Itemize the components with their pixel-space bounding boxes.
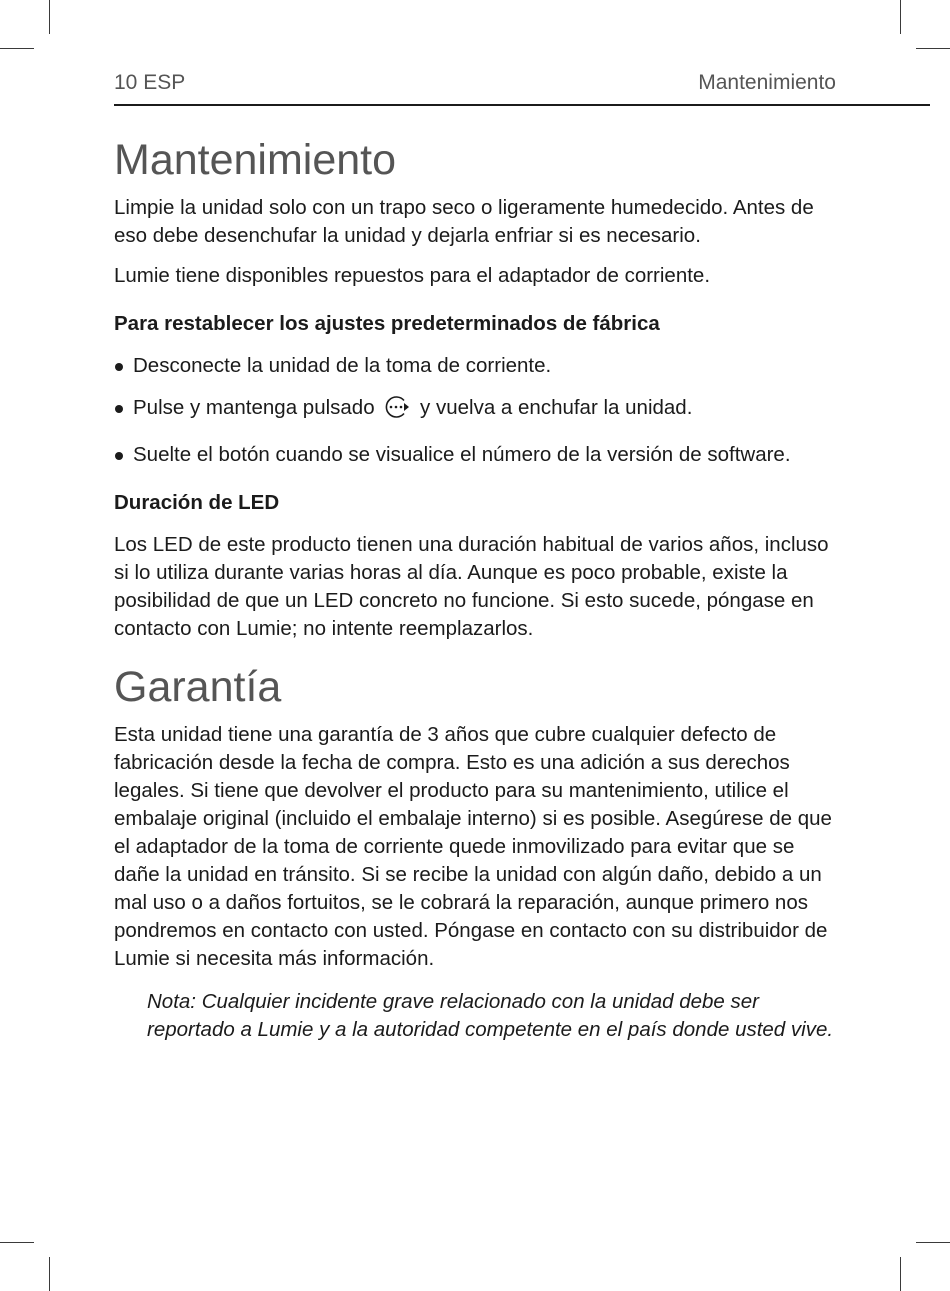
- crop-mark: [49, 1257, 50, 1291]
- section-title-maintenance: Mantenimiento: [114, 136, 397, 184]
- led-heading: Duración de LED: [114, 491, 280, 514]
- page-number: 10 ESP: [114, 71, 186, 94]
- crop-mark: [0, 1242, 34, 1243]
- menu-button-icon: [382, 395, 412, 427]
- crop-mark: [49, 0, 50, 34]
- crop-mark: [900, 1257, 901, 1291]
- reset-step-2: Pulse y mantenga pulsado y vuelva a enchufar la unidad.: [114, 394, 839, 427]
- section-title-warranty: Garantía: [114, 663, 282, 711]
- crop-mark: [0, 48, 34, 49]
- crop-mark: [916, 48, 950, 49]
- warranty-paragraph: Esta unidad tiene una garantía de 3 años que cubre cualquier defecto de fabricación desde la fecha de compra. Esto es una adición a sus derechos legales. Si tiene que devolver el producto para su mantenimiento, utilice el embalaje original (incluido el embalaje interno) si es posible. Asegúrese de que el adaptador de la toma de corriente quede inmovilizado para evitar que se dañe la unidad en tránsito. Si se recibe la unidad con algún daño, debido a un mal uso o a daños fortuitos, se le cobrará la reparación, aunque primero nos pondremos en contacto con usted. Póngase en contacto con su distribuidor de Lumie si necesita más información.: [114, 723, 832, 970]
- running-header-title: Mantenimiento: [698, 71, 836, 94]
- crop-mark: [916, 1242, 950, 1243]
- reset-step-1: Desconecte la unidad de la toma de corriente.: [114, 352, 839, 380]
- reset-heading: Para restablecer los ajustes predeterminados de fábrica: [114, 312, 660, 335]
- reset-step-3: Suelte el botón cuando se visualice el número de la versión de software.: [114, 441, 839, 469]
- warranty-note: Nota: Cualquier incidente grave relacionado con la unidad debe ser reportado a Lumie y a la autoridad competente en el país donde usted vive.: [147, 990, 834, 1041]
- reset-steps-list: [114, 352, 839, 469]
- maintenance-paragraph-2: Lumie tiene disponibles repuestos para el adaptador de corriente.: [114, 264, 711, 287]
- crop-mark: [900, 0, 901, 34]
- led-paragraph: Los LED de este producto tienen una duración habitual de varios años, incluso si lo utiliza durante varias horas al día. Aunque es poco probable, existe la posibilidad de que un LED concreto no funcione. Si esto sucede, póngase en contacto con Lumie; no intente reemplazarlos.: [114, 533, 829, 640]
- page-content: [114, 134, 839, 1044]
- maintenance-paragraph-1: Limpie la unidad solo con un trapo seco o ligeramente humedecido. Antes de eso debe desenchufar la unidad y dejarla enfriar si es necesario.: [114, 196, 814, 247]
- header-divider: [114, 104, 930, 106]
